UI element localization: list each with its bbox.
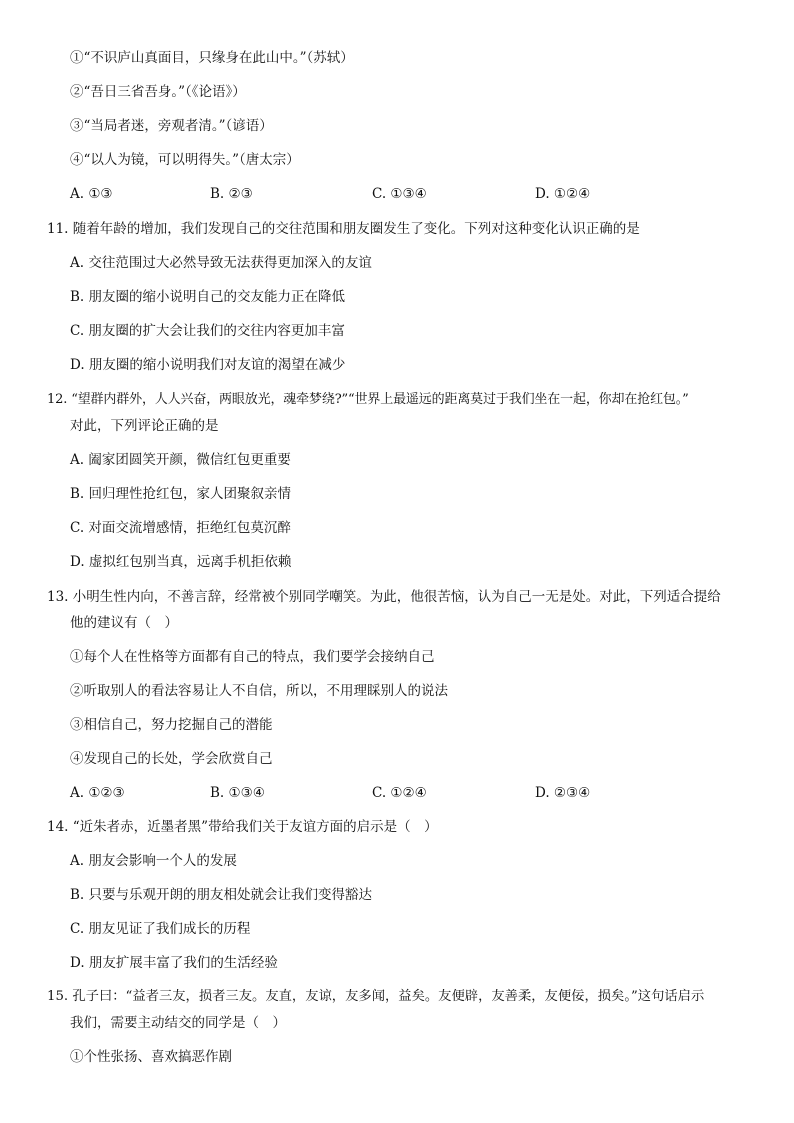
q10-option-c: C. ①③④ <box>372 186 427 202</box>
q12-stem-line-2: 对此，下列评论正确的是 <box>70 418 219 434</box>
q10-option-a: A. ①③ <box>70 186 113 202</box>
q13-item-4: ④发现自己的长处，学会欣赏自己 <box>70 751 273 767</box>
q14-stem: 14. “近朱者赤，近墨者黑”带给我们关于友谊方面的启示是（ ） <box>47 819 438 835</box>
q13-option-b: B. ①③④ <box>210 785 265 801</box>
q10-item-3: ③“当局者迷，旁观者清。”（谚语） <box>70 118 273 134</box>
q11-option-b: B. 朋友圈的缩小说明自己的交友能力正在降低 <box>70 289 346 305</box>
q10-item-1: ①“不识庐山真面目，只缘身在此山中。”（苏轼） <box>70 50 354 66</box>
q10-option-b: B. ②③ <box>210 186 253 202</box>
q10-item-4: ④“以人为镜，可以明得失。”（唐太宗） <box>70 152 300 168</box>
q12-option-a: A. 阖家团圆笑开颜，微信红包更重要 <box>70 452 291 468</box>
q12-stem-line-1: 12. “望群内群外，人人兴奋，两眼放光，魂牵梦绕?”“世界上最遥远的距离莫过于我们坐在一起，你却在抢红包。” <box>47 392 689 407</box>
q13-item-3: ③相信自己，努力挖掘自己的潜能 <box>70 717 273 733</box>
q11-option-c: C. 朋友圈的扩大会让我们的交往内容更加丰富 <box>70 323 345 339</box>
q13-option-d: D. ②③④ <box>535 785 591 801</box>
q11-option-d: D. 朋友圈的缩小说明我们对友谊的渴望在减少 <box>70 357 346 373</box>
q13-stem-line-2: 他的建议有（ ） <box>70 615 178 631</box>
q13-option-c: C. ①②④ <box>372 785 427 801</box>
q11-option-a: A. 交往范围过大必然导致无法获得更加深入的友谊 <box>70 255 372 271</box>
q14-option-b: B. 只要与乐观开朗的朋友相处就会让我们变得豁达 <box>70 887 373 903</box>
q14-option-a: A. 朋友会影响一个人的发展 <box>70 853 237 869</box>
q10-option-d: D. ①②④ <box>535 186 591 202</box>
q15-stem-line-1: 15. 孔子曰：“益者三友，损者三友。友直，友谅，友多闻，益矣。友便辟，友善柔，友便佞，损矣。”这句话启示 <box>47 989 705 1004</box>
q13-item-1: ①每个人在性格等方面都有自己的特点，我们要学会接纳自己 <box>70 649 435 665</box>
q13-stem-line-1: 13. 小明生性内向，不善言辞，经常被个别同学嘲笑。为此，他很苦恼，认为自己一无是处。对此，下列适合提给 <box>47 589 721 605</box>
q12-option-c: C. 对面交流增感情，拒绝红包莫沉醉 <box>70 520 291 536</box>
q14-option-d: D. 朋友扩展丰富了我们的生活经验 <box>70 955 278 971</box>
q13-option-a: A. ①②③ <box>70 785 125 801</box>
q11-stem: 11. 随着年龄的增加，我们发现自己的交往范围和朋友圈发生了变化。下列对这种变化认识正确的是 <box>47 221 640 237</box>
q12-option-b: B. 回归理性抢红包，家人团聚叙亲情 <box>70 486 292 502</box>
q15-item-1: ①个性张扬、喜欢搞恶作剧 <box>70 1049 232 1065</box>
q13-item-2: ②听取别人的看法容易让人不自信，所以，不用理睬别人的说法 <box>70 683 448 699</box>
q14-option-c: C. 朋友见证了我们成长的历程 <box>70 921 251 937</box>
q15-stem-line-2: 我们，需要主动结交的同学是（ ） <box>70 1015 286 1031</box>
q10-item-2: ②“吾日三省吾身。”（《论语》） <box>70 84 246 100</box>
q12-option-d: D. 虚拟红包别当真，远离手机拒依赖 <box>70 554 292 570</box>
